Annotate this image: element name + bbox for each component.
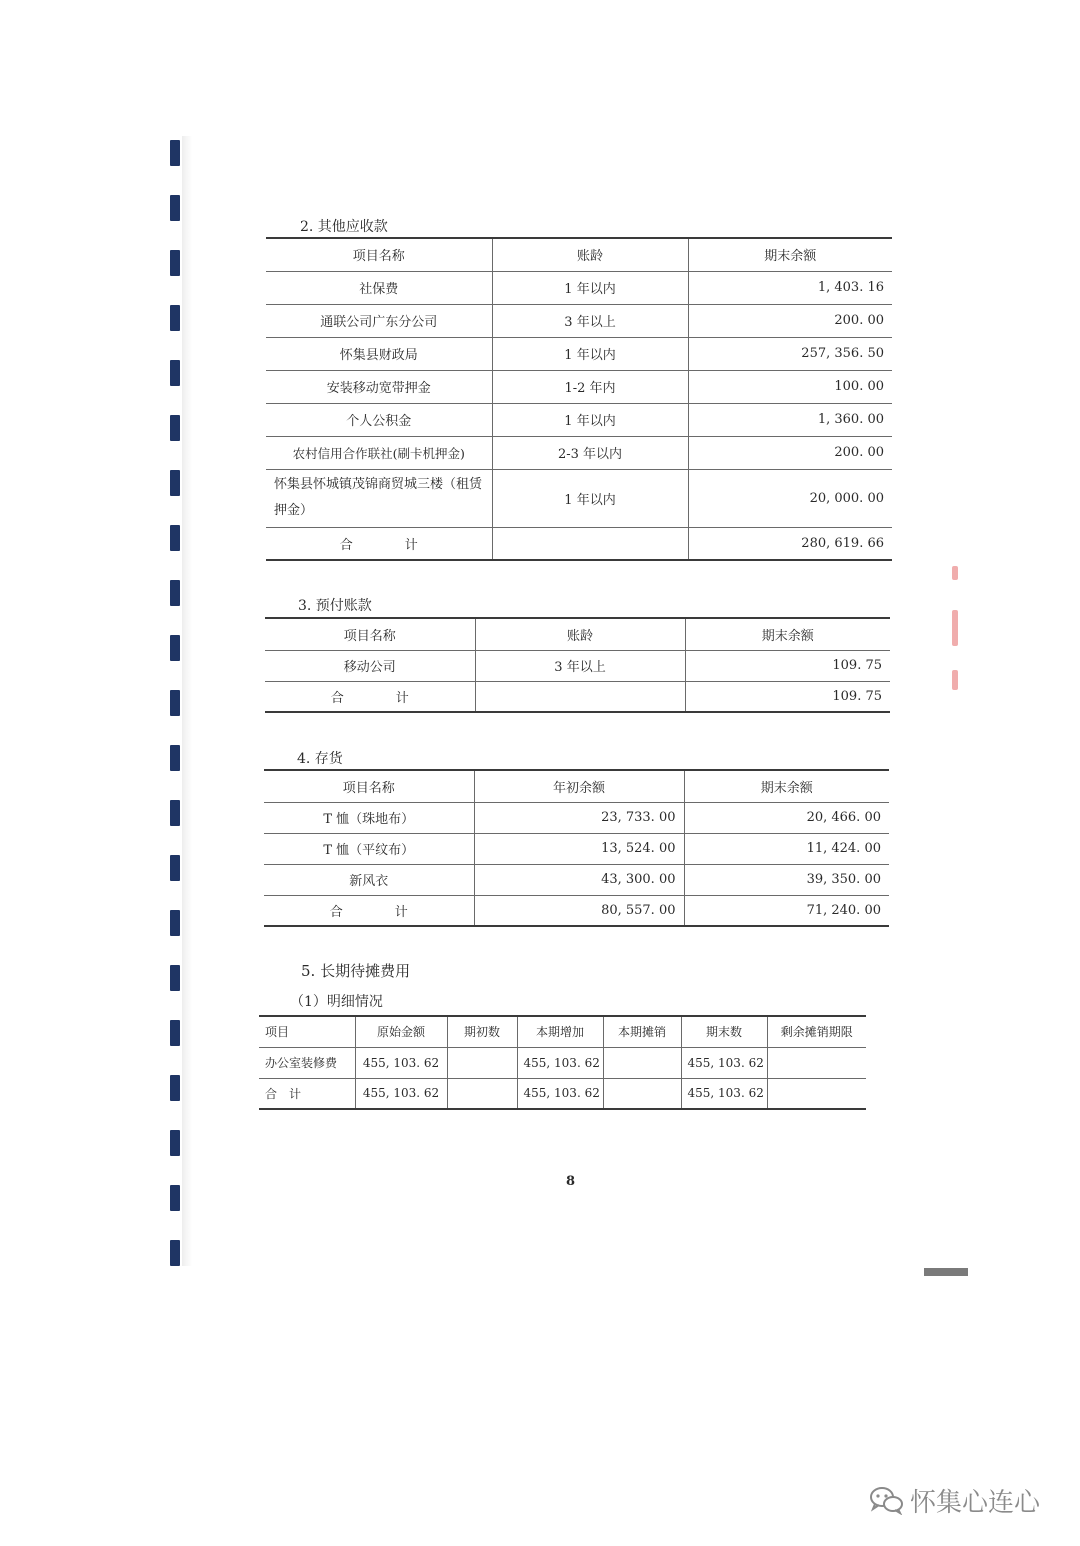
table-row: 移动公司 3 年以上 109. 75: [265, 650, 890, 681]
table-row: T 恤（平纹布） 13, 524. 00 11, 424. 00: [264, 833, 889, 864]
header-opening-balance: 年初余额: [474, 770, 684, 802]
header-item-name: 项目名称: [266, 238, 492, 271]
page-number: 8: [566, 1174, 576, 1189]
table-row: 新风衣 43, 300. 00 39, 350. 00: [264, 864, 889, 895]
header-original-amount: 原始金额: [355, 1016, 447, 1047]
table-row: T 恤（珠地布） 23, 733. 00 20, 466. 00: [264, 802, 889, 833]
header-item-name: 项目名称: [265, 618, 475, 650]
table-total-row: 合 计 80, 557. 00 71, 240. 00: [264, 895, 889, 926]
long-term-prepaid-table: [259, 1015, 866, 1110]
header-closing-balance: 期末余额: [684, 770, 889, 802]
section-title-inventory: 4. 存货: [297, 751, 343, 767]
table-row: 个人公积金 1 年以内 1, 360. 00: [266, 403, 892, 436]
header-closing-balance: 期末余额: [688, 238, 892, 271]
table-total-row: 合 计 280, 619. 66: [266, 527, 892, 560]
section-subtitle-details: （1）明细情况: [290, 994, 383, 1010]
header-opening: 期初数: [447, 1016, 517, 1047]
header-closing: 期末数: [681, 1016, 767, 1047]
header-increase: 本期增加: [517, 1016, 603, 1047]
header-closing-balance: 期末余额: [685, 618, 890, 650]
table-row: 农村信用合作联社(刷卡机押金) 2-3 年以内 200. 00: [266, 436, 892, 469]
edge-marker: [924, 1268, 968, 1276]
header-age: 账龄: [492, 238, 688, 271]
table-total-row: 合 计 455, 103. 62 455, 103. 62 455, 103. 62: [259, 1078, 866, 1109]
table-row: 怀集县财政局 1 年以内 257, 356. 50: [266, 337, 892, 370]
watermark-text: 怀集心连心: [910, 1487, 1041, 1518]
spiral-binding: [168, 136, 182, 1266]
section-title-prepayments: 3. 预付账款: [298, 598, 372, 614]
header-item-name: 项目名称: [264, 770, 474, 802]
header-remaining-period: 剩余摊销期限: [767, 1016, 866, 1047]
wechat-icon: [868, 1485, 904, 1515]
watermark: [868, 1480, 1040, 1520]
table-row: 社保费 1 年以内 1, 403. 16: [266, 271, 892, 304]
prepayments-table: [265, 617, 890, 713]
inventory-table: [264, 769, 889, 927]
other-receivables-table: [266, 237, 892, 561]
table-total-row: 合 计 109. 75: [265, 681, 890, 712]
header-age: 账龄: [475, 618, 685, 650]
seal-stamp-fragment: [948, 566, 962, 690]
header-amortized: 本期摊销: [603, 1016, 681, 1047]
section-title-long-term-prepaid: 5. 长期待摊费用: [301, 962, 411, 980]
table-row: 通联公司广东分公司 3 年以上 200. 00: [266, 304, 892, 337]
header-item: 项目: [259, 1016, 355, 1047]
section-title-other-receivables: 2. 其他应收款: [300, 219, 388, 235]
table-row: 怀集县怀城镇茂锦商贸城三楼（租赁押金） 1 年以内 20, 000. 00: [266, 469, 892, 527]
table-row: 安装移动宽带押金 1-2 年内 100. 00: [266, 370, 892, 403]
table-row: 办公室装修费 455, 103. 62 455, 103. 62 455, 103. 62: [259, 1047, 866, 1078]
